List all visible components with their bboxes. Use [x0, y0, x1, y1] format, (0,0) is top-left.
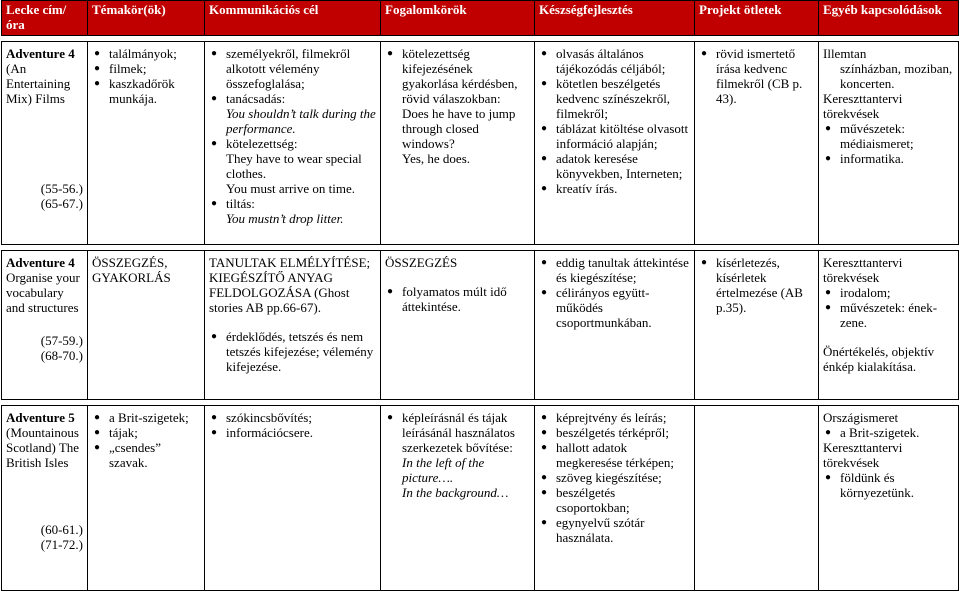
lesson-subtitle: (Mountainous Scotland) The British Isles — [6, 425, 80, 470]
other-heading: Kereszttantervi törekvések — [823, 255, 903, 285]
other-cell — [819, 42, 959, 245]
list-item: ● szöveg kiegészítése; — [539, 470, 690, 485]
concepts-cell — [381, 42, 535, 245]
lesson-pages-2: (65-67.) — [40, 196, 83, 211]
example-text: You mustn’t drop litter. — [226, 211, 344, 226]
list-item: ● a Brit-szigetek. — [823, 425, 954, 440]
communication-cell — [205, 251, 381, 400]
list-item — [385, 410, 530, 500]
list-item-label: képleírásnál és tájak leírásánál használatos szerkezetek bővítése: — [402, 410, 515, 455]
project-cell — [695, 406, 819, 591]
project-cell — [695, 42, 819, 245]
list-item: ● kreatív írás. — [539, 181, 690, 196]
header-concepts: Fogalomkörök — [381, 1, 535, 36]
header-topics: Témakör(ök) — [88, 1, 205, 36]
table-row — [2, 251, 959, 400]
list-item: ● célirányos együtt-működés csoportmunkában. — [539, 285, 690, 330]
list-item: ● tájak; — [92, 425, 200, 440]
list-item: ● egynyelvű szótár használata. — [539, 515, 690, 545]
lesson-pages-1: (60-61.) — [40, 522, 83, 537]
header-projects: Projekt ötletek — [695, 1, 819, 36]
header-other: Egyéb kapcsolódások — [819, 1, 959, 36]
example-text: You shouldn’t talk during the performance. — [226, 106, 376, 136]
list-item: ● beszélgetés térképről; — [539, 425, 690, 440]
list-item: ● filmek; — [92, 61, 200, 76]
list-item-label: kötelezettség: — [226, 136, 298, 151]
header-skills: Készségfejlesztés — [535, 1, 695, 36]
lesson-cell — [2, 251, 88, 400]
lesson-pages-1: (55-56.) — [40, 181, 83, 196]
list-item: ● információcsere. — [209, 425, 376, 440]
list-item: ● kaszkadőrök munkája. — [92, 76, 200, 106]
concepts-heading: ÖSSZEGZÉS — [385, 255, 458, 270]
communication-cell — [205, 42, 381, 245]
list-item: ● adatok keresése könyvekben, Interneten; — [539, 151, 690, 181]
lesson-title: Adventure 5 — [6, 410, 75, 425]
example-text: In the background… — [402, 485, 509, 500]
lesson-title: Adventure 4 — [6, 255, 75, 270]
list-item-label: kötelezettség kifejezésének gyakorlása kérdésben, rövid válaszokban: — [402, 46, 518, 106]
lesson-cell — [2, 406, 88, 591]
lesson-subtitle: (An Entertaining Mix) Films — [6, 61, 71, 106]
list-item-label: tiltás: — [226, 196, 255, 211]
skills-cell — [535, 406, 695, 591]
list-item: ● olvasás általános tájékozódás céljából; — [539, 46, 690, 76]
list-item: ● találmányok; — [92, 46, 200, 61]
list-item-label: tanácsadás: — [226, 91, 286, 106]
lesson-pages-1: (57-59.) — [40, 333, 83, 348]
project-cell — [695, 251, 819, 400]
topics-cell — [88, 251, 205, 400]
list-item: ● művészetek: médiaismeret; — [823, 121, 954, 151]
list-item: ● képrejtvény és leírás; — [539, 410, 690, 425]
table-row — [2, 42, 959, 245]
list-item: ● irodalom; — [823, 285, 954, 300]
other-cell — [819, 406, 959, 591]
list-item: ● kísérletezés, kísérletek értelmezése (AB p.35). — [699, 255, 814, 315]
header-row — [2, 1, 959, 36]
concepts-cell — [381, 251, 535, 400]
example-text: Does he have to jump through closed windows? — [402, 106, 516, 151]
list-item: ● szókincsbővítés; — [209, 410, 376, 425]
other-heading: Kereszttantervi törekvések — [823, 91, 903, 121]
curriculum-table — [1, 0, 959, 591]
lesson-pages-2: (68-70.) — [40, 348, 83, 363]
topics-cell — [88, 406, 205, 591]
list-item: ● kötetlen beszélgetés kedvenc színészekről, filmekről; — [539, 76, 690, 121]
list-item: ● érdeklődés, tetszés és nem tetszés kifejezése; vélemény kifejezése. — [209, 329, 376, 374]
list-item: ● a Brit-szigetek; — [92, 410, 200, 425]
list-item — [209, 91, 376, 136]
list-item: ● földünk és környezetünk. — [823, 470, 954, 500]
list-item: ● rövid ismertető írása kedvenc filmekről (CB p. 43). — [699, 46, 814, 106]
list-item — [209, 136, 376, 196]
header-communication: Kommunikációs cél — [205, 1, 381, 36]
other-cell — [819, 251, 959, 400]
lesson-pages-2: (71-72.) — [40, 537, 83, 552]
list-item: ● táblázat kitöltése olvasott információ alapján; — [539, 121, 690, 151]
list-item: ● informatika. — [823, 151, 954, 166]
other-heading: Önértékelés, objektív énkép kialakítása. — [823, 344, 935, 374]
list-item: ● művészetek: ének-zene. — [823, 300, 954, 330]
topics-text: ÖSSZEGZÉS, GYAKORLÁS — [92, 255, 171, 285]
other-heading: Illemtan — [823, 46, 867, 61]
skills-cell — [535, 251, 695, 400]
table-row — [2, 406, 959, 591]
list-item: ● hallott adatok megkeresése térképen; — [539, 440, 690, 470]
example-text: They have to wear special clothes. — [226, 151, 362, 181]
header-lesson: Lecke cím/óra — [2, 1, 88, 36]
topics-cell — [88, 42, 205, 245]
list-item: ● „csendes” szavak. — [92, 440, 200, 470]
communication-text: TANULTAK ELMÉLYÍTÉSE; KIEGÉSZÍTŐ ANYAG FELDOLGOZÁSA (Ghost stories AB pp.66-67). — [209, 255, 371, 315]
other-heading: Országismeret — [823, 410, 899, 425]
example-text: Yes, he does. — [402, 151, 471, 166]
concepts-cell — [381, 406, 535, 591]
example-text: You must arrive on time. — [226, 181, 356, 196]
list-item: ● folyamatos múlt idő áttekintése. — [385, 284, 530, 314]
communication-cell — [205, 406, 381, 591]
lesson-cell — [2, 42, 88, 245]
example-text: In the left of the picture…. — [402, 455, 485, 485]
list-item: ● személyekről, filmekről alkotott vélemény összefoglalása; — [209, 46, 376, 91]
list-item — [385, 46, 530, 166]
skills-cell — [535, 42, 695, 245]
list-item: ● beszélgetés csoportokban; — [539, 485, 690, 515]
other-heading: Kereszttantervi törekvések — [823, 440, 903, 470]
lesson-subtitle: Organise your vocabulary and structures — [6, 270, 80, 315]
lesson-title: Adventure 4 — [6, 46, 75, 61]
list-item — [209, 196, 376, 226]
other-text: színházban, moziban, koncerten. — [840, 61, 953, 91]
list-item: ● eddig tanultak áttekintése és kiegészítése; — [539, 255, 690, 285]
